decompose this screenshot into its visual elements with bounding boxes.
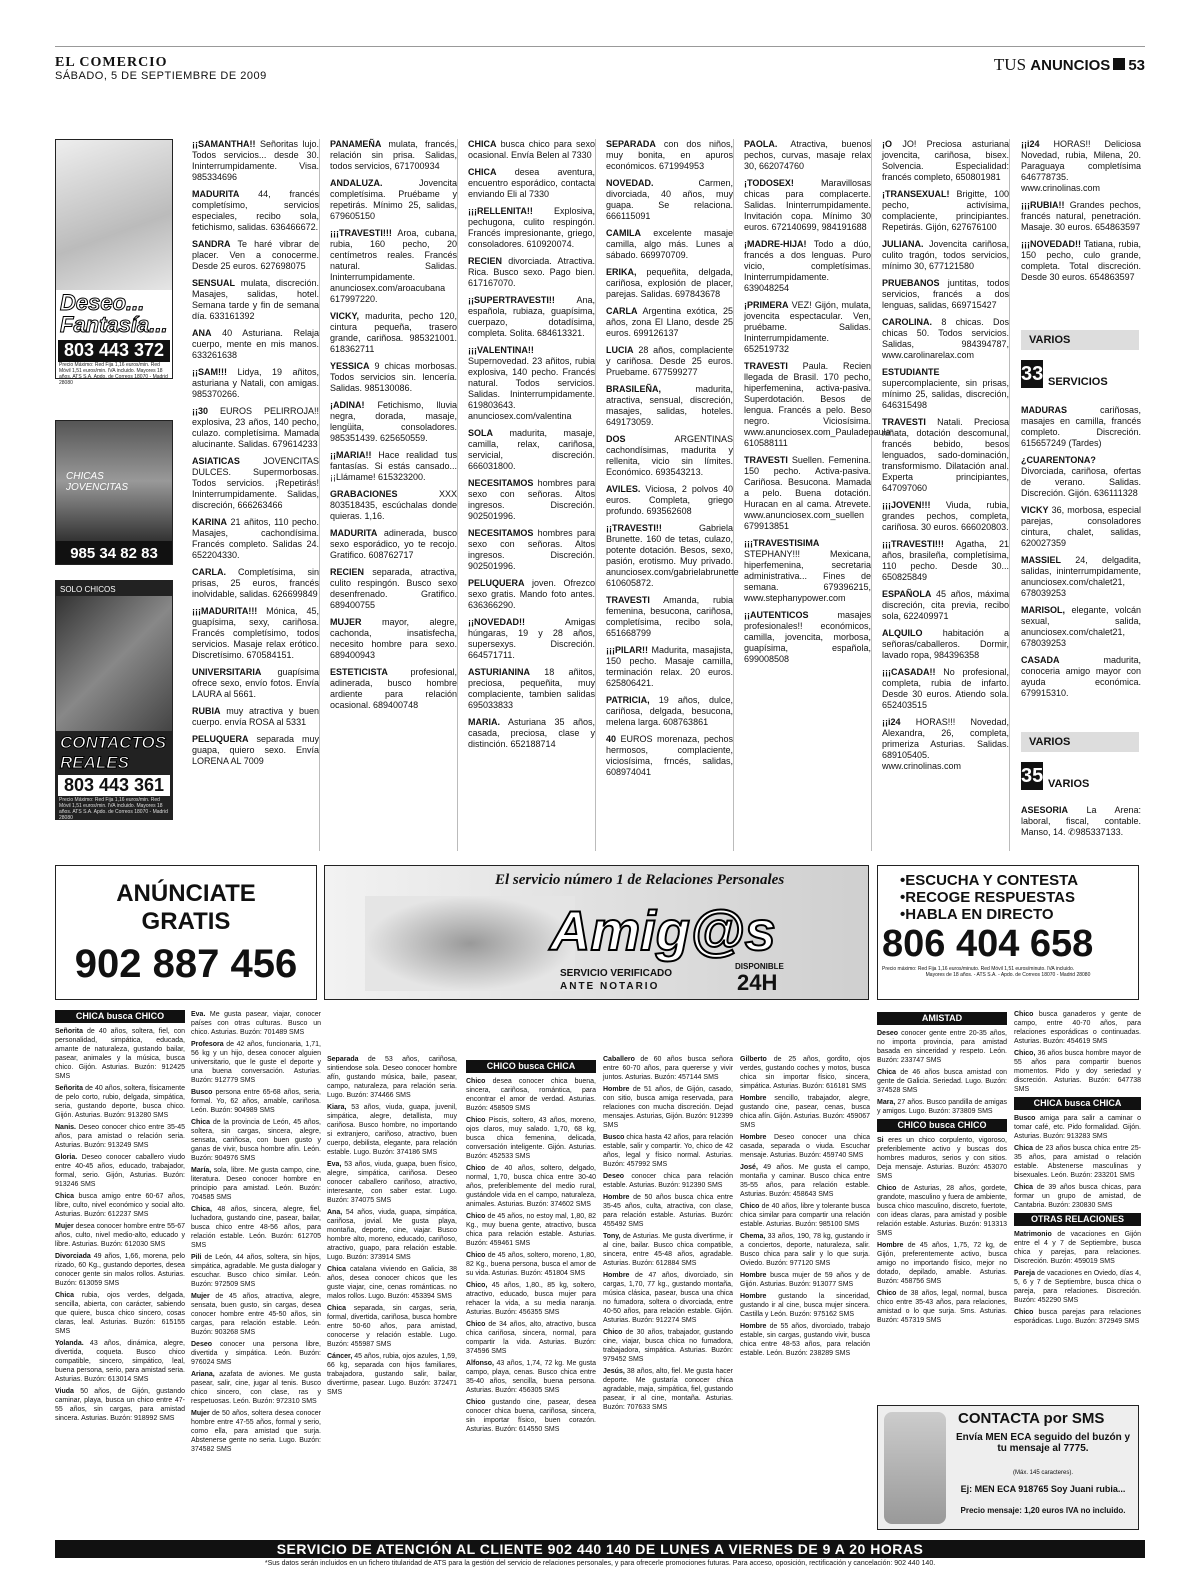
fine-print: Precio máximo: Red Fija 1,16 euros/minuto. Red Móvil 1,51 euros/minuto. IVA incluido. [882,966,1075,972]
classified-column [466,1060,596,1535]
personal-ad: Divorciada 49 años, 1,66, morena, pelo rizado, 60 Kg., gustando deportes, desea conocer gente sin malos rollos. Asturias. Buzón: 613059 SMS [55,1253,185,1287]
banner-line2: GRATIS [141,908,231,935]
classified-ad: VICKY, madurita, pecho 120, cintura pequeña, trasero grande, cariñosa. 985321001. 618362711 [330,311,457,354]
personal-ad: Hombre de 55 años, divorciado, trabajo estable, sin cargas, gustando vivir, busca chica entre 48-53 años, para relación estable. León. Buzón: 238289 SMS [740,1323,870,1357]
sms-instructions: Envía MEN ECA seguido del buzón y tu mensaje al 7775. [955,1432,1131,1454]
classified-ad: UNIVERSITARIA guapísima ofrece sexo, envío fotos. Envía LAURA al 5661. [192,667,319,699]
hours-label: 24H [737,970,778,995]
classified-ad: ¡¡¡NOVEDAD!! Tatiana, rubia, 150 pecho, culo grande, completa. Total discreción. Desde 30 euros. 654863597 [1021,239,1141,282]
personal-ad: Si eres un chico corpulento, vigoroso, preferiblemente activo y buscas dos hombres maduros, serios y con sitios. Deja mensaje. Asturias. Buzón: 453070 SMS [877,1137,1007,1180]
classified-ad: ¡¡SAM!!! Lidya, 19 añitos, asturiana y Natali, con amigas. 985370266. [192,367,319,399]
personal-ad: Viuda 50 años, de Gijón, gustando caminar, playa, busca un chico entre 47-55 años, sin cargas, para amistad sincera. Asturias. Buzón: 918992 SMS [55,1388,185,1422]
classified-ad: ASTURIANINA 18 añitos, preciosa, pequeñita, muy complaciente, tambien salidas 695033833 [468,667,595,710]
photo-placeholder [56,596,172,731]
personal-ad: Chico de 38 años, legal, normal, busca chico entre 35-43 años, para relaciones, amistad o lo que surja. Sms. Asturias. Buzón: 457319 SMS [877,1290,1007,1324]
classified-ad: PANAMEÑA mulata, francés, relación sin prisa. Salidas, todos servicios, 671700934 [330,139,457,171]
sms-example: Ej: MEN ECA 918765 Soy Juani rubia... [960,1484,1126,1494]
personal-ad: Hombre sencillo, trabajador, alegre, gustando cine, pasear, cenas, busca chica afín. Gijón. Asturias. Buzón: 459067 SMS [740,1095,870,1129]
classified-ad: ¡¡¡RELLENITA!! Explosiva, pechugona, culito respingón. Francés impresionante, griego, consoladores. 610920074. [468,206,595,249]
personal-ad: Chico desea conocer chica buena, sincera, cariñosa, romántica, para encontrar el amor de verdad. Asturias. Buzón: 458509 SMS [466,1078,596,1112]
classified-ad: CAMILA excelente masaje camilla, algo más. Lunes a sábado. 669970709. [606,228,733,260]
ad-column [606,139,739,851]
personal-ad: Chico de 45 años, soltero, moreno, 1,80, 82 Kg., buena persona, busca el amor de su vida. Asturias. Buzón: 451804 SMS [466,1252,596,1277]
section-title: SERVICIOS [1048,376,1108,388]
personal-ad: Deseo conocer gente entre 20-35 años, no importa provincia, para amistad basada en sinceridad y respeto. León. Buzón: 233747 SMS [877,1030,1007,1064]
classified-ad: ¡¡i24 HORAS!! Deliciosa Novedad, rubia, Milena, 20. Paraguaya completísima 646778735. www.crinolinas.com [1021,139,1141,193]
personal-ad: Chico busca parejas para relaciones esporádicas. Lugo. Buzón: 372949 SMS [1014,1309,1141,1325]
personal-ad: Chico, 45 años, 1,80., 85 kg, soltero, atractivo, educado, busca mujer para rehacer la vida, a su media naranja. Asturias. Buzón: 456355 SMS [466,1282,596,1316]
classified-ad: ¡¡¡TRAVESTI!!! Agatha, 21 años, brasileña, completísima, 110 pecho. Desde 30... 650825849 [882,539,1009,582]
classified-ad: MARISOL, elegante, volcán sexual, salida, anunciosex.com/chalet21, 678039253 [1021,605,1141,648]
ad-column [468,139,596,851]
personal-ad: Busco amiga para salir a caminar o tomar café, etc. Pido formalidad. Gijón. Asturias. Buzón: 913283 SMS [1014,1115,1141,1140]
sms-title: CONTACTA por SMS [958,1410,1105,1427]
personal-ad: Hombre de 50 años busca chica entre 35-45 años, culta, atractiva, con clase, para relación estable. Asturias. Buzón: 455492 SMS [603,1194,733,1228]
classified-ad: AVILES. Viciosa, 2 polvos 40 euros. Completa, griego profundo. 693562608 [606,484,733,516]
privacy-note: *Sus datos serán incluidos en un fichero titularidad de ATS para la gestión del servicio de relaciones personales, y para ofrecerle promociones futuras. Para acceso, oposición, rectificación y cancelación: 902 440 140. [264,1560,936,1567]
classified-ad: MADURAS cariñosas, masajes en camilla, francés completo. Discreción. 615657249 (Tardes) [1021,405,1141,448]
section-number: 35 [1021,762,1043,790]
classified-ad: ¡¡AUTENTICOS masajes profesionales!! económicos, camilla, jovencita, morbosa, guapísima, española, 699008508 [744,610,871,664]
classified-ad: ¡TODOSEX! Maravillosas chicas para complacerte. Salidas. Ininterrumpidamente. Invitación copa. Mínimo 30 euros. 672140699, 984191688 [744,178,871,232]
classified-ad: ¡¡¡MADURITA!!! Mónica, 45, guapísima, sexy, cariñosa. Francés completísimo, todos servicios. Masaje relax erótico. Discretísimo. 670584151. [192,606,319,660]
classified-ad: ¡¡¡TRAVESTI!!! Aroa, cubana, rubia, 160 pecho, 20 centímetros reales. Francés natural. Salidas. Ininterrumpidamente. anunciosex.com/aroacubana 617997220. [330,228,457,304]
classified-ad: ESTUDIANTE supercomplaciente, sin prisas, mínimo 25, salidas, discreción, 646315498 [882,367,1009,410]
section-title: VARIOS [1048,778,1090,790]
personal-ad: Chico de 45 años, no estoy mal, 1,80, 82 Kg., muy buena gente, atractivo, busca chica para relación estable. Asturias. Buzón: 459461 SMS [466,1213,596,1247]
classified-ad: KARINA 21 añitos, 110 pecho. Masajes, cachondísima. Francés completo. Salidas 24. 652204330. [192,517,319,560]
personal-ad: Gloria. Deseo conocer caballero viudo entre 40-45 años, educado, trabajador, formal, serio. Gijón, Asturias. Buzón: 913246 SMS [55,1154,185,1188]
personal-ad: Eva, 53 años, viuda, guapa, buen físico, alegre, simpática, cariñosa. Deseo conocer caballero cariñoso, atractivo, interesante, con saber estar. Lugo. Buzón: 374075 SMS [327,1161,457,1204]
classified-column [603,1055,733,1535]
ad-top-label: SOLO CHICOS [60,585,116,594]
personal-ad: Chico, 36 años busca hombre mayor de 55 años para compartir buenos momentos. Pido y doy seriedad y discreción. Asturias. Buzón: 647738 SMS [1014,1050,1141,1093]
classified-ad: 40 EUROS morenaza, pechos hermosos, complaciente, viciosísima, frncés, salidas, 608974041 [606,734,733,777]
classified-ad: NECESITAMOS hombres para sexo con señoras. Altos ingresos. Discreción. 902501996. [468,478,595,521]
personal-ad: Gilberto de 25 años, gordito, ojos verdes, gustando coches y motos, busca chica sin importar físico, sincera, simpática. Asturias. Buzón: 616181 SMS [740,1056,870,1090]
classified-ad: SANDRA Te haré vibrar de placer. Ven a conocerme. Desde 25 euros. 627698075 [192,239,319,271]
classified-ad: ¡¡SUPERTRAVESTI!! Ana, española, rubiaza, guapísima, cuerpazo, dotadísima, completa. Solita. 684613321. [468,295,595,338]
classified-ad: CARLA. Completísima, sin prisas, 25 euros, francés inolvidable, salidas. 626699849 [192,567,319,599]
classified-ad: MADURITA adinerada, busco sexo esporádico, yo te recojo. Gratifico. 608762717 [330,528,457,560]
square-icon [1113,58,1125,70]
classified-ad: RECIEN divorciada. Atractiva. Rica. Busco sexo. Pago bien. 617167070. [468,256,595,288]
personal-ad: Hombre Deseo conocer una chica casada, separada o viuda. Escuchar mensaje. Asturias. Buzón: 459740 SMS [740,1134,870,1159]
bullet-2: •RECOGE RESPUESTAS [900,889,1076,906]
classified-ad: NECESITAMOS hombres para sexo con señoras. Altos ingresos. Discreción. 902501996. [468,528,595,571]
classified-ad: ¡¡¡VALENTINA!! Supernovedad. 23 añitos, rubia explosiva, 140 pecho. Francés natural. Todos servicios. Salidas. Ininterrumpidamente. 619803643. anunciosex.com/valentina [468,345,595,421]
classified-ad: ¡¡30 EUROS PELIRROJA!! explosiva, 23 años, 140 pecho, culazo. completísima. Mamada alucinante. Salidas. 679614233 [192,406,319,449]
classified-ad: RUBIA muy atractiva y buen cuerpo. envía ROSA al 5331 [192,706,319,727]
classified-ad: TRAVESTI Suellen. Femenina. 150 pecho. Activa-pasiva. Cariñosa. Besucona. Mamada a pelo. Buena dotación. Huracan en al cama. Atrevete. www.anunciosex.com_suellen 679913851 [744,455,871,531]
personal-ad: Chico de 30 años, trabajador, gustando cine, viajar, busca chica no fumadora, trabajadora, simpática. Asturias. Buzón: 979452 SMS [603,1329,733,1363]
classified-ad: ERIKA, pequeñita, delgada, cariñosa, explosión de placer, parejas. Salidas. 697843678 [606,267,733,299]
banner-line1: ANÚNCIATE [116,880,256,907]
classified-header: AMISTAD [877,1012,1007,1025]
bullet-1: •ESCUCHA Y CONTESTA [900,872,1079,889]
personal-ad: Busco persona entre 65-68 años, seria, formal. Yo, 62 años, amable, cariñosa. León. Buzón: 904989 SMS [191,1089,321,1114]
classified-ad: ¡¡¡JOVEN!!! Viuda, rubia, grandes pechos, completa, cariñosa. 30 euros. 666020803. [882,500,1009,532]
amigas-banner [324,865,869,1000]
voice-service-banner [877,865,1139,1000]
sms-contact-box [877,1405,1139,1530]
classified-ad: CASADA madurita, conoceria amigo mayor con ayuda económica. 679915310. [1021,655,1141,698]
personal-ad: José, 49 años. Me gusta el campo, montaña y caminar. Busco chica entre 35-55 años, para relación estable. Asturias. Buzón: 458643 SMS [740,1164,870,1198]
classified-ad: ¡¡TRAVESTI!! Gabriela Brunette. 160 de tetas, culazo, potente dotación. Besos, sexo, pasión, erotismo. Muy privado. anunciosex.com/gabrielabrunette 610605872. [606,523,739,588]
classified-ad: TRAVESTI Paula. Recien llegada de Brasil. 170 pecho, hiperfemenina, activa-pasiva. Superdotación. Besos de lengua. Francés a pelo. Beso negro. Viciosísima. www.anunciosex.com_Pauladepaula 610588111 [744,361,891,448]
section-title: TUS ANUNCIOS 53 [993,55,1145,74]
fine-print: Mayores de 18 años. - ATS S.A. - Apdo. de Correos 18070 - Madrid 28080 [925,972,1091,978]
personal-ad: Hombre gustando la sinceridad, gustando ir al cine, busca mujer sincera. Castilla y León. Buzón: 975162 SMS [740,1293,870,1318]
ad-column [330,139,458,851]
personal-ad: Chico busca ganaderos y gente de campo, entre 40-70 años, para relaciones esporádicas o continuadas. Asturias. Buzón: 454619 SMS [1014,1011,1141,1045]
classified-ad: MARIA. Asturiana 35 años, casada, preciosa, clase y distinción. 652188714 [468,717,595,749]
personal-ad: Chica, 48 años, sincera, alegre, fiel, luchadora, gustando cine, pasear, bailar, busca chico entre 48-56 años, para relación estable. León. Buzón: 612705 SMS [191,1206,321,1249]
classified-header: CHICO busca CHICO [877,1119,1007,1132]
classified-ad: ¿CUARENTONA? Divorciada, cariñosa, ofertas de verano. Salidas. Discreción. Gijón. 636111328 [1021,455,1141,498]
classified-ad: PATRICIA, 19 años, dulce, cariñosa, delgada, besucona, melena larga. 608763861 [606,695,733,727]
personal-ad: Mujer de 45 años, atractiva, alegre, sensata, buen gusto, sin cargas, desea conocer hombre entre 45-50 años, sin cargas, para relación estable. León. Buzón: 903268 SMS [191,1293,321,1336]
personal-ad: Señorita de 40 años, soltera, fiel, con personalidad, simpática, educada, amante de naturaleza, gustando bailar, pasear, animales y la música, busca chico. Gijón. Asturias. Buzón: 912425 SMS [55,1028,185,1080]
ad-title: CONTACTOS REALES [60,733,167,772]
classified-header: CHICA busca CHICO [55,1010,185,1023]
classified-ad: ¡¡SAMANTHA!! Señoritas lujo. Todos servicios... desde 30. Ininterrumpidamente. Visa. 985334696 [192,139,319,182]
classified-ad: LUCIA 28 años, complaciente y cariñosa. Desde 25 euros. Pruebame. 677599277 [606,345,733,377]
sms-price: Precio mensaje: 1,20 euros IVA no incluido. [960,1506,1126,1515]
classified-ad: ASIATICAS JOVENCITAS DULCES. Supermorbosas. Todos servicios. ¡Repetirás! Ininterrumpidamente. Salidas, discreción, 666263466 [192,456,319,510]
ad-phone: 803 443 361 [58,775,170,796]
page-number: 53 [1128,57,1145,74]
ad-fine-print: Precio Máximo: Red Fija 1,16 euros/min. Red Móvil 1,51 euros/min. IVA incluido. Mayores 18 años. ATS S.A. Apdo. de Correos 18070 - Madrid 28080 [59,362,168,386]
ad-subtitle: Fantasía... [60,312,168,337]
phone-ad-chicas [55,420,173,565]
classified-ad: MUJER mayor, alegre, cachonda, insatisfecha, necesito hombre para sexo. 689400943 [330,617,457,660]
classified-ad: ¡¡¡CASADA!! No profesional, completa, rubia de infarto. Desde 30 euros. Atiendo sola. 652403515 [882,667,1009,710]
classified-ad: RECIEN separada, atractiva, culito respingón. Busco sexo desenfrenado. Gratifico. 689400755 [330,567,457,610]
photo-placeholder [365,896,575,991]
classified-ad: SEPARADA con dos niños, muy bonita, en apuros económicos. 671994953 [606,139,733,171]
personal-ad: Chico de 40 años, libre y tolerante busca chica similar para compartir una relación estable. Asturias. Buzón: 985100 SMS [740,1203,870,1228]
personal-ad: Chica rubia, ojos verdes, delgada, sencilla, abierta, con carácter, sabiendo que quiere, busca chico sincero, cosas claras, leal. Asturias. Buzón: 615155 SMS [55,1292,185,1335]
classified-ad: CHICA desea aventura, encuentro esporádico, contacta enviando Eli al 7330 [468,167,595,199]
personal-ad: Chico de Asturias, 28 años, gordete, grandote, masculino y fuera de ambiente, busca chico masculino, discreto, fuertote, con ideas claras, para amistad y posible relación estable. Asturias. Buzón: 913313 SMS [877,1185,1007,1237]
personal-ad: Señorita de 40 años, soltera, físicamente de pelo corto, rubio, delgada, simpática, seria, gustando deporte, busca chico. Gijón. Asturias. Buzón: 913280 SMS [55,1085,185,1119]
classified-ad: ANDALUZA. Jovencita completísima. Pruébame y repetirás. Mínimo 25, salidas, 679605150 [330,178,457,221]
personal-ad: Mara, 27 años. Busco pandilla de amigas y amigos. Lugo. Buzón: 373809 SMS [877,1099,1007,1115]
classified-ad: SENSUAL mulata, discreción. Masajes, salidas, hotel. Semana tarde y fin de semana día. 633161392 [192,278,319,321]
classified-ad: ¡O JO! Preciosa asturiana jovencita, cariñosa, bisex. Solvencia. Especialidad: francés completo, 650801981 [882,139,1009,182]
varios-33-list [1021,405,1141,705]
phone-ad-fantasia [55,139,173,386]
personal-ad: Yolanda. 43 años, dinámica, alegre, divertida, coqueta. Busco chico compatible, sincero, simpático, leal, buena persona, serio, para amistad seria. Asturias. Buzón: 613014 SMS [55,1340,185,1383]
personal-ad: Chica de la provincia de León, 45 años, soltera, sin cargas, sincera, alegre, sensata, cariñosa, con buen gusto y ganas de vivir, busca hombre afín. León. Buzón: 904976 SMS [191,1119,321,1162]
personal-ad: Chica de 23 años busca chica entre 25-35 años, para amistad o relación estable. Abstenerse masculinas y bisexuales. León. Buzón: 233201 SMS [1014,1145,1141,1179]
personal-ad: Chica separada, sin cargas, seria, formal, divertida, cariñosa, busca hombre entre 50-60 años, para amistad, conocerse y relación estable. Lugo. Buzón: 455987 SMS [327,1305,457,1348]
personal-ad: Deseo conocer chica para relación estable. Asturias. Buzón: 912390 SMS [603,1173,733,1189]
classified-column [877,1012,1007,1400]
available-label: DISPONIBLE [735,962,784,971]
section-number: 33 [1021,360,1043,388]
phone-device-illustration [884,1412,946,1524]
ad-phone: 803 443 372 [58,340,170,362]
classified-ad: PELUQUERA separada muy guapa, quiero sexo. Envía LORENA AL 7009 [192,734,319,766]
personal-ad: Pili de León, 44 años, soltera, sin hijos, simpática, agradable. Me gusta dialogar y escuchar. Busco chico similar. León. Buzón: 972509 SMS [191,1254,321,1288]
classified-ad: PAOLA. Atractiva, buenos pechos, curvas, masaje relax 30, 662074760 [744,139,871,171]
classified-ad: ALQUILO habitación a señoras/caballeros. Dormir, lavado ropa, 984396358 [882,628,1009,660]
personal-ad: Mujer de 50 años, soltera desea conocer hombre entre 47-55 años, formal y serio, como ella, para amistad que surja. Abstenerse gente no seria. Lugo. Buzón: 374582 SMS [191,1410,321,1453]
classified-ad: ANA 40 Asturiana. Relaja cuerpo, mente en mis manos. 633261638 [192,328,319,360]
personal-ad: Alfonso, 43 años, 1,74, 72 kg. Me gusta campo, playa, cenas. Busco chica entre 35-40 años, sencilla, buena persona. Asturias. Buzón: 456305 SMS [466,1360,596,1394]
classified-ad: NOVEDAD. Carmen, divorciada, 40 años, muy guapa. Se relaciona. 666115091 [606,178,733,221]
classified-ad: ¡¡¡RUBIA!! Grandes pechos, francés natural, penetración. Masaje. 30 euros. 654863597 [1021,200,1141,232]
phone-ad-contactos [55,580,173,820]
personal-ad: Profesora de 42 años, funcionaria, 1,71, 56 kg y un hijo, desea conocer alguien universitario, que le guste el deporte y una buena conversación. Asturias. Buzón: 912779 SMS [191,1041,321,1084]
banner-tagline: El servicio número 1 de Relaciones Personales [495,872,785,888]
classified-ad: VICKY 36, morbosa, especial parejas, consoladores cintura, chalet, salidas, 620027359 [1021,505,1141,548]
classified-column [740,1055,870,1535]
personal-ad: Matrimonio de vacaciones en Gijón entre el 4 y 7 de Septiembre, busca chica y parejas, para relaciones. Discreción. Buzón: 459019 SMS [1014,1231,1141,1265]
classified-column [191,1010,321,1535]
section-header-varios: VARIOS [1021,732,1139,752]
personal-ad: Separada de 53 años, cariñosa, sintiendose sola. Deseo conocer hombre afín, gustando música, baile, pasear, campo, naturaleza, para relación seria. Lugo. Buzón: 374466 SMS [327,1056,457,1099]
classified-ad: ¡¡¡TRAVESTISIMA STEPHANY!!! Mexicana, hiperfemenina, secretaria administrativa... Fines de semana. 679396215, www.stephanypower.com [744,538,871,603]
classified-ad: PELUQUERA joven. Ofrezco sexo gratis. Mando foto antes. 636366290. [468,578,595,610]
classified-ad: ¡¡¡PILAR!! Madurita, masajista, 150 pecho. Masaje camilla, terminación relax. 20 euros. 625806421. [606,645,733,688]
classified-ad: SOLA madurita, masaje, camilla, relax, cariñosa, servicial, discreción. 666031800. [468,428,595,471]
masthead [55,46,1145,82]
classified-ad: ¡ADINA! Fetichismo, lluvia negra, dorada, masaje, lengüita, consoladores. 985351439. 625650559. [330,400,457,443]
bullet-3: •HABLA EN DIRECTO [900,906,1054,923]
ad-column [1021,139,1141,309]
classified-ad: MASSIEL 24, delgadita, salidas, ininterrumpidamente, anunciosex.com/chalet21, 678039253 [1021,555,1141,598]
personal-ad: Hombre de 45 años, 1,75, 72 kg, de Gijón, preferentemente activo, busca amigo no importando físico, mejor no dotado, depilado, amable. Asturias. Buzón: 458756 SMS [877,1242,1007,1285]
personal-ad: Nanis. Deseo conocer chico entre 35-45 años, para amistad o relación seria. Asturias. Buzón: 913249 SMS [55,1124,185,1149]
classified-ad: ESPAÑOLA 45 años, máxima discreción, cita previa, recibo sola, 622409971 [882,589,1009,621]
varios-35-list [1021,805,1141,855]
notary-label: ANTE NOTARIO [560,981,660,992]
classified-column [55,1010,185,1535]
classified-column [327,1055,457,1535]
advertise-free-banner [55,865,317,1000]
classified-ad: ¡¡MARIA!! Hace realidad tus fantasías. Si estás cansado... ¡¡Llámame! 615323200. [330,450,457,482]
personal-ad: Chico gustando cine, pasear, desea conocer chica buena, cariñosa, sincera, sin importar físico, buen corazón. Asturias. Buzón: 614550 SMS [466,1399,596,1433]
classified-ad: CAROLINA. 8 chicas. Dos chicas 50. Todos servicios. Salidas, 984394787, www.carolinarelax.com [882,317,1009,360]
personal-ad: Hombre busca mujer de 59 años y de Gijón. Asturias. Buzón: 913077 SMS [740,1272,870,1288]
classified-ad: JULIANA. Jovencita cariñosa, culito tragón, todos servicios, mínimo 30, 677121580 [882,239,1009,271]
classified-ad: ¡PRIMERA VEZ! Gijón, mulata, jovencita espectacular. Ven, pruébame. Salidas. Ininterrumpidamente. 652519732 [744,300,871,354]
ad-title: CHICAS JOVENCITAS [66,471,129,493]
personal-ad: Cáncer, 45 años, rubia, ojos azules, 1,59, 66 kg, separada con hijos familiares, trabajadora, gustando salir, bailar, divertirme, pasear. Lugo. Buzón: 372471 SMS [327,1353,457,1396]
personal-ad: Chico Piscis, soltero, 43 años, moreno, ojos claros, muy salado. 1,70, 68 kg, busca chica femenina, delicada, conversación inteligente. Gijón. Asturias. Buzón: 452533 SMS [466,1117,596,1160]
personal-ad: Kiara, 53 años, viuda, guapa, juvenil, simpática, alegre, detallista, muy cariñosa. Busco hombre, no importando si extranjero, cariñoso, atractivo, buen cuerpo, debilista, elegante, para relación estable. Lugo. Buzón: 374186 SMS [327,1104,457,1156]
classified-ad: CARLA Argentina exótica, 25 años, zona El Llano, desde 25 euros. 699126137 [606,306,733,338]
classified-ad: ESTETICISTA profesional, adinerada, busco hombre ardiente para relación ocasional. 689400748 [330,667,457,710]
classified-ad: DOS ARGENTINAS cachondísimas, madurita y rellenita, vicio sin límites. Económico. 693543213. [606,434,733,477]
classified-ad: PRUEBANOS juntitas, todos servicios, francés a dos lenguas, salidas, 669715427 [882,278,1009,310]
personal-ad: Mujer desea conocer hombre entre 55-67 años, culto, nivel medio-alto, educado y libre. Asturias. Buzón: 612030 SMS [55,1223,185,1248]
ad-title: Deseo... [60,290,145,315]
ad-phone: 985 34 82 83 [58,545,170,562]
personal-ad: Hombre de 47 años, divorciado, sin cargas, 1,70, 77 kg., gustando montaña, música clásica, pasear, busca una chica no fumadora, soltera o divorciada, entre 40-50 años, para relación estable. Gijón. Asturias. Buzón: 912274 SMS [603,1272,733,1324]
personal-ad: Eva. Me gusta pasear, viajar, conocer países con otras culturas. Busco un chico. Asturias. Buzón: 701489 SMS [191,1011,321,1036]
brand-logo: Amig@s [550,899,776,962]
personal-ad: Chica de 46 años busca amistad con gente de Galicia. Seriedad. Lugo. Buzón: 374528 SMS [877,1069,1007,1094]
personal-ad: Hombre de 51 años, de Gijón, casado, con sitio, busca amiga reservada, para relaciones con mucha discreción. Dejad mensajes. Asturias, Gijón. Buzón: 912399 SMS [603,1086,733,1129]
banner-phone: 902 887 456 [74,942,298,986]
ad-column [192,139,320,851]
customer-service-bar: SERVICIO DE ATENCIÓN AL CLIENTE 902 440 140 DE LUNES A VIERNES DE 9 A 20 HORAS [55,1540,1145,1558]
personal-ad: Chico de 34 años, alto, atractivo, busca chica cariñosa, sincera, normal, para compartir la vida. Asturias. Buzón: 374596 SMS [466,1321,596,1355]
photo-placeholder [56,140,172,290]
classified-ad: MADURITA 44, francés completísimo, servicios especiales, recibo sola, fetichismo, salidas. 636466672. [192,189,319,232]
classified-ad: CHICA busca chico para sexo ocasional. Envía Belen al 7330 [468,139,595,160]
personal-ad: Jesús, 38 años, alto, fiel. Me gusta hacer deporte. Me gustaría conocer chica agradable, maja, simpática, fiel, gustando pasear, ir al cine, montaña. Asturias. Buzón: 707633 SMS [603,1368,733,1411]
classified-ad: GRABACIONES XXX 803518435, escúchalas donde quieras. 1,16. [330,489,457,521]
personal-ad: Tony, de Asturias. Me gusta divertirme, ir al cine, bailar. Busco chica compatible, sincera, entre 45-48 años, agradable. Asturias. Buzón: 612884 SMS [603,1233,733,1267]
classified-ad: ¡TRANSEXUAL! Brigitte, 100 pecho, activísima, complaciente, principiantes. Repetirás. Gijón, 627676100 [882,189,1009,232]
ad-column [744,139,891,851]
personal-ad: Pareja de vacaciones en Oviedo, días 4, 5, 6 y 7 de Septiembre, busca chica o pareja, para relaciones. Discreción. Buzón: 452290 SMS [1014,1270,1141,1304]
classified-column [1014,1010,1141,1400]
personal-ad: Ariana, azafata de aviones. Me gusta pasear, salir, cine, jugar al tenis. Busco chico sincero, con clase, ras y respetuosas. León. Buzón: 972310 SMS [191,1371,321,1405]
sms-limit: (Máx. 145 caracteres). [1012,1470,1074,1476]
publication-name: EL COMERCIO [55,55,168,70]
classified-header: CHICO busca CHICA [466,1060,596,1073]
classified-ad: BRASILEÑA, madurita, atractiva, sensual, discreción, masajes, salidas, hoteles. 649173059. [606,384,733,427]
classified-header: CHICA busca CHICA [1014,1097,1141,1110]
classified-header: OTRAS RELACIONES [1014,1213,1141,1226]
issue-date: SÁBADO, 5 DE SEPTIEMBRE DE 2009 [55,70,267,82]
personal-ad: Chema, 33 años, 190, 78 kg, gustando ir a conciertos, deporte, naturaleza, salir. Busco chica para salir y lo que surja. Oviedo. Buzón: 977120 SMS [740,1233,870,1267]
classified-ad: ¡¡NOVEDAD!! Amigas húngaras, 19 y 28 años, supersexys. Discreción. 664571711. [468,617,595,660]
classified-ad: TRAVESTI Natali. Preciosa niñata, dotación descomunal, francés bebido, besos lenguados, sado-dominación, transformismo. Dilatación anal. Experta principiantes, 647097060 [882,417,1009,493]
ad-fine-print: Precio Máximo: Red Fija 1,16 euros/min. Red Móvil 1,51 euros/min. IVA incluido. Mayores 18 años. ATS S.A. Apdo. de Correos 18070 - Madrid 28080 [59,797,168,821]
classified-ad: ASESORIA La Arena: laboral, fiscal, contable. Manso, 14. ✆985337133. [1021,805,1141,837]
personal-ad: Busco chica hasta 42 años, para relación estable, salir y compartir. Yo, chico de 42 años, legal y físico normal. Asturias. Buzón: 457992 SMS [603,1134,733,1168]
banner-phone: 806 404 658 [882,923,1094,965]
classified-ad: TRAVESTI Amanda, rubia femenina, besucona, cariñosa, completísima, recibo sola, 651668799 [606,595,733,638]
personal-ad: Caballero de 60 años busca señora entre 60-70 años, para quererse y vivir juntos. Asturias. Buzón: 457144 SMS [603,1056,733,1081]
personal-ad: Deseo conocer una persona libre, divertida y simpática. León. Buzón: 976024 SMS [191,1341,321,1366]
personal-ad: Chica catalana viviendo en Galicia, 38 años, desea conocer chicos que les guste viajar, cine, cenas románticas. no malos rollos. Lugo. Buzón: 453394 SMS [327,1266,457,1300]
personal-ad: Chica de 39 años busca chicas, para formar un grupo de amistad, de Cantabria. Buzón: 230830 SMS [1014,1184,1141,1209]
personal-ad: Chico de 40 años, soltero, delgado, normal, 1,70, busca chica entre 30-40 años, preferiblemente del medio rural, gustándole vida en el campo, naturaleza, animales. Asturias. Buzón: 374602 SMS [466,1165,596,1208]
ad-column [882,139,1010,851]
classified-ad: ¡MADRE-HIJA! Todo a dúo, francés a dos lenguas. Puro vicio, completísimas. Ininterrumpidamente. 639048254 [744,239,871,293]
classified-ad: YESSICA 9 chicas morbosas. Todos servicios sin. lencería. Salidas. 985130086. [330,361,457,393]
section-header-varios: VARIOS [1021,330,1139,350]
personal-ad: Chica busca amigo entre 60-67 años, libre, culto, nivel económico y social alto. Asturias. Buzón: 612237 SMS [55,1193,185,1218]
personal-ad: Ana, 54 años, viuda, guapa, simpática, cariñosa, jovial. Me gusta playa, montaña, deporte, cine, viajar. Busco hombre alto, moreno, educado, cariñoso, atractivo, guapo, para relación estable. Lugo. Buzón: 373914 SMS [327,1209,457,1261]
verified-label: SERVICIO VERIFICADO [560,968,673,979]
classified-ad: ¡¡i24 HORAS!!! Novedad, Alexandra, 26, completa, primeriza Asturias. Salidas. 689105405. www.crinolinas.com [882,717,1009,771]
personal-ad: María, sola, libre. Me gusta campo, cine, literatura. Deseo conocer hombre en principio para amistad. León. Buzón: 704585 SMS [191,1167,321,1201]
